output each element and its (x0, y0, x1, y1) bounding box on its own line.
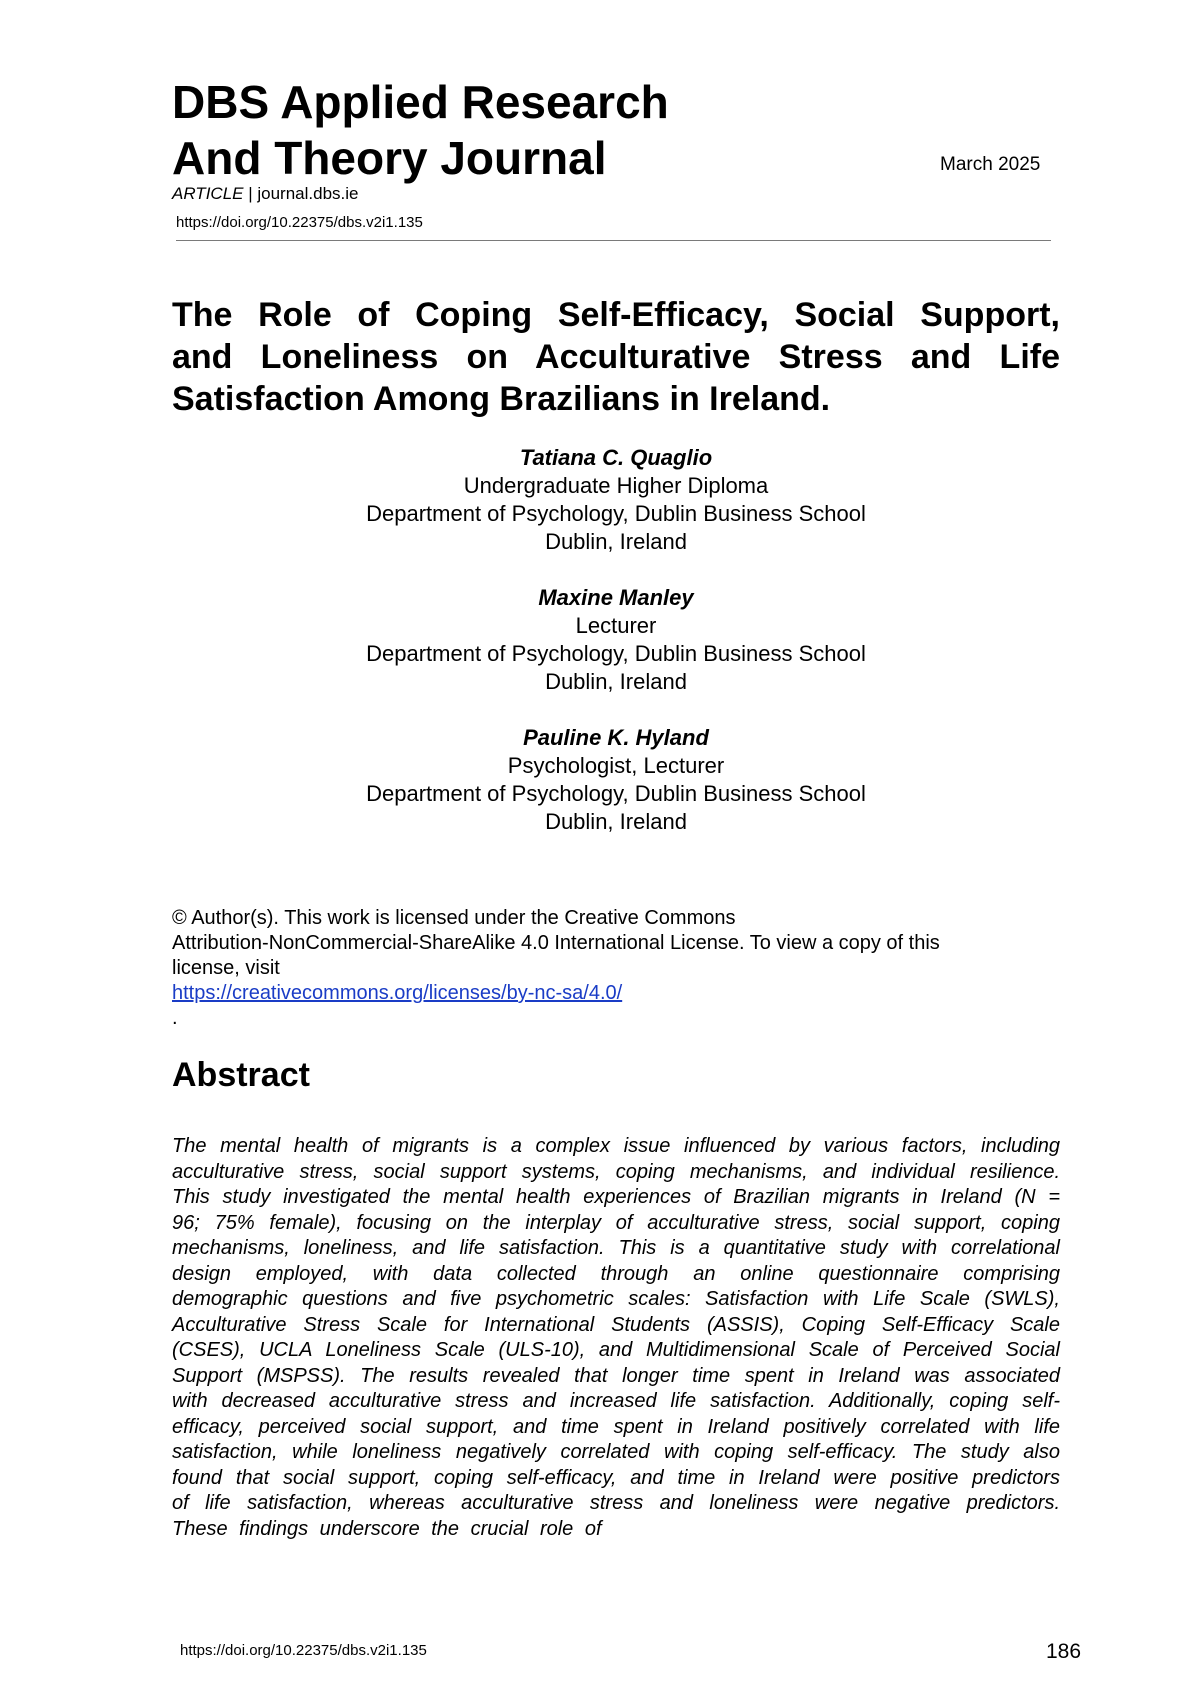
issue-date: March 2025 (940, 154, 1041, 175)
author-list (172, 444, 1060, 864)
article-title (172, 294, 1060, 420)
author-department: Department of Psychology, Dublin Business School (366, 641, 866, 666)
abstract-line: design employed, with data collected through an online questionnaire comprising (172, 1262, 1060, 1285)
author-location: Dublin, Ireland (545, 809, 687, 834)
abstract-text (172, 1134, 1060, 1542)
abstract-line: demographic questions and five psychometric scales: Satisfaction with Life Scale (SWLS), (172, 1288, 1060, 1310)
abstract-line: Support (MSPSS). The results revealed that longer time spent in Ireland was associated (172, 1364, 1060, 1387)
license-line (172, 956, 1072, 1031)
license-notice (172, 906, 1072, 1031)
header-divider (176, 240, 1051, 241)
author-block (172, 724, 1060, 836)
author-name: Maxine Manley (538, 585, 694, 610)
author-department: Department of Psychology, Dublin Business School (366, 501, 866, 526)
article-title-line: Satisfaction Among Brazilians in Ireland. (172, 380, 831, 418)
author-block (172, 444, 1060, 556)
journal-title-line: DBS Applied Research (172, 76, 669, 128)
author-location: Dublin, Ireland (545, 529, 687, 554)
abstract-line: Acculturative Stress Scale for International Students (ASSIS), Coping Self-Efficacy Scale (172, 1313, 1060, 1336)
journal-site: journal.dbs.ie (257, 184, 359, 203)
journal-title (172, 74, 669, 186)
author-name: Tatiana C. Quaglio (519, 445, 713, 470)
abstract-line: mechanisms, loneliness, and life satisfaction. This is a quantitative study with correlational (172, 1237, 1060, 1259)
author-block (172, 584, 1060, 696)
author-location: Dublin, Ireland (545, 669, 687, 694)
author-role: Psychologist, Lecturer (507, 753, 725, 778)
license-line: Attribution-NonCommercial-ShareAlike 4.0 International License. To view a copy of this (172, 932, 940, 954)
license-line: © Author(s). This work is licensed under the Creative Commons (172, 907, 736, 929)
abstract-line: These findings underscore the crucial role of (172, 1517, 602, 1540)
license-suffix: . (172, 1007, 178, 1029)
abstract-line: This study investigated the mental health experiences of Brazilian migrants in Ireland (N = (172, 1186, 1060, 1208)
abstract-line: of life satisfaction, whereas acculturative stress and loneliness were negative predictors. (172, 1492, 1060, 1514)
meta-separator: | (243, 184, 258, 203)
abstract-line: found that social support, coping self-efficacy, and time in Ireland were positive predictors (172, 1466, 1060, 1489)
article-meta (172, 184, 359, 204)
author-department: Department of Psychology, Dublin Business School (366, 781, 866, 806)
abstract-line: (CSES), UCLA Loneliness Scale (ULS-10), and Multidimensional Scale of Perceived Social (172, 1339, 1060, 1361)
abstract-line: 96; 75% female), focusing on the interplay of acculturative stress, social support, coping (172, 1211, 1060, 1234)
license-link[interactable]: https://creativecommons.org/licenses/by-nc-sa/4.0/ (172, 982, 623, 1004)
article-label: ARTICLE (172, 184, 244, 203)
doi-header: https://doi.org/10.22375/dbs.v2i1.135 (176, 214, 423, 231)
article-title-line: and Loneliness on Acculturative Stress and Life (172, 338, 1060, 376)
license-prefix: license, visit (172, 957, 280, 979)
author-role: Undergraduate Higher Diploma (463, 473, 769, 498)
abstract-line: with decreased acculturative stress and increased life satisfaction. Additionally, coping self- (172, 1390, 1060, 1412)
abstract-line: acculturative stress, social support systems, coping mechanisms, and individual resilience. (172, 1160, 1060, 1183)
article-title-line: The Role of Coping Self-Efficacy, Social Support, (172, 296, 1060, 334)
author-role: Lecturer (575, 613, 657, 638)
doi-footer: https://doi.org/10.22375/dbs.v2i1.135 (180, 1642, 427, 1659)
page-number: 186 (1046, 1640, 1082, 1663)
abstract-heading: Abstract (172, 1056, 310, 1094)
abstract-line: The mental health of migrants is a complex issue influenced by various factors, including (172, 1135, 1060, 1157)
journal-title-line: And Theory Journal (172, 132, 607, 184)
abstract-line: efficacy, perceived social support, and time spent in Ireland positively correlated with life (172, 1415, 1060, 1438)
abstract-line: satisfaction, while loneliness negatively correlated with coping self-efficacy. The study also (172, 1441, 1060, 1463)
author-name: Pauline K. Hyland (523, 725, 709, 750)
